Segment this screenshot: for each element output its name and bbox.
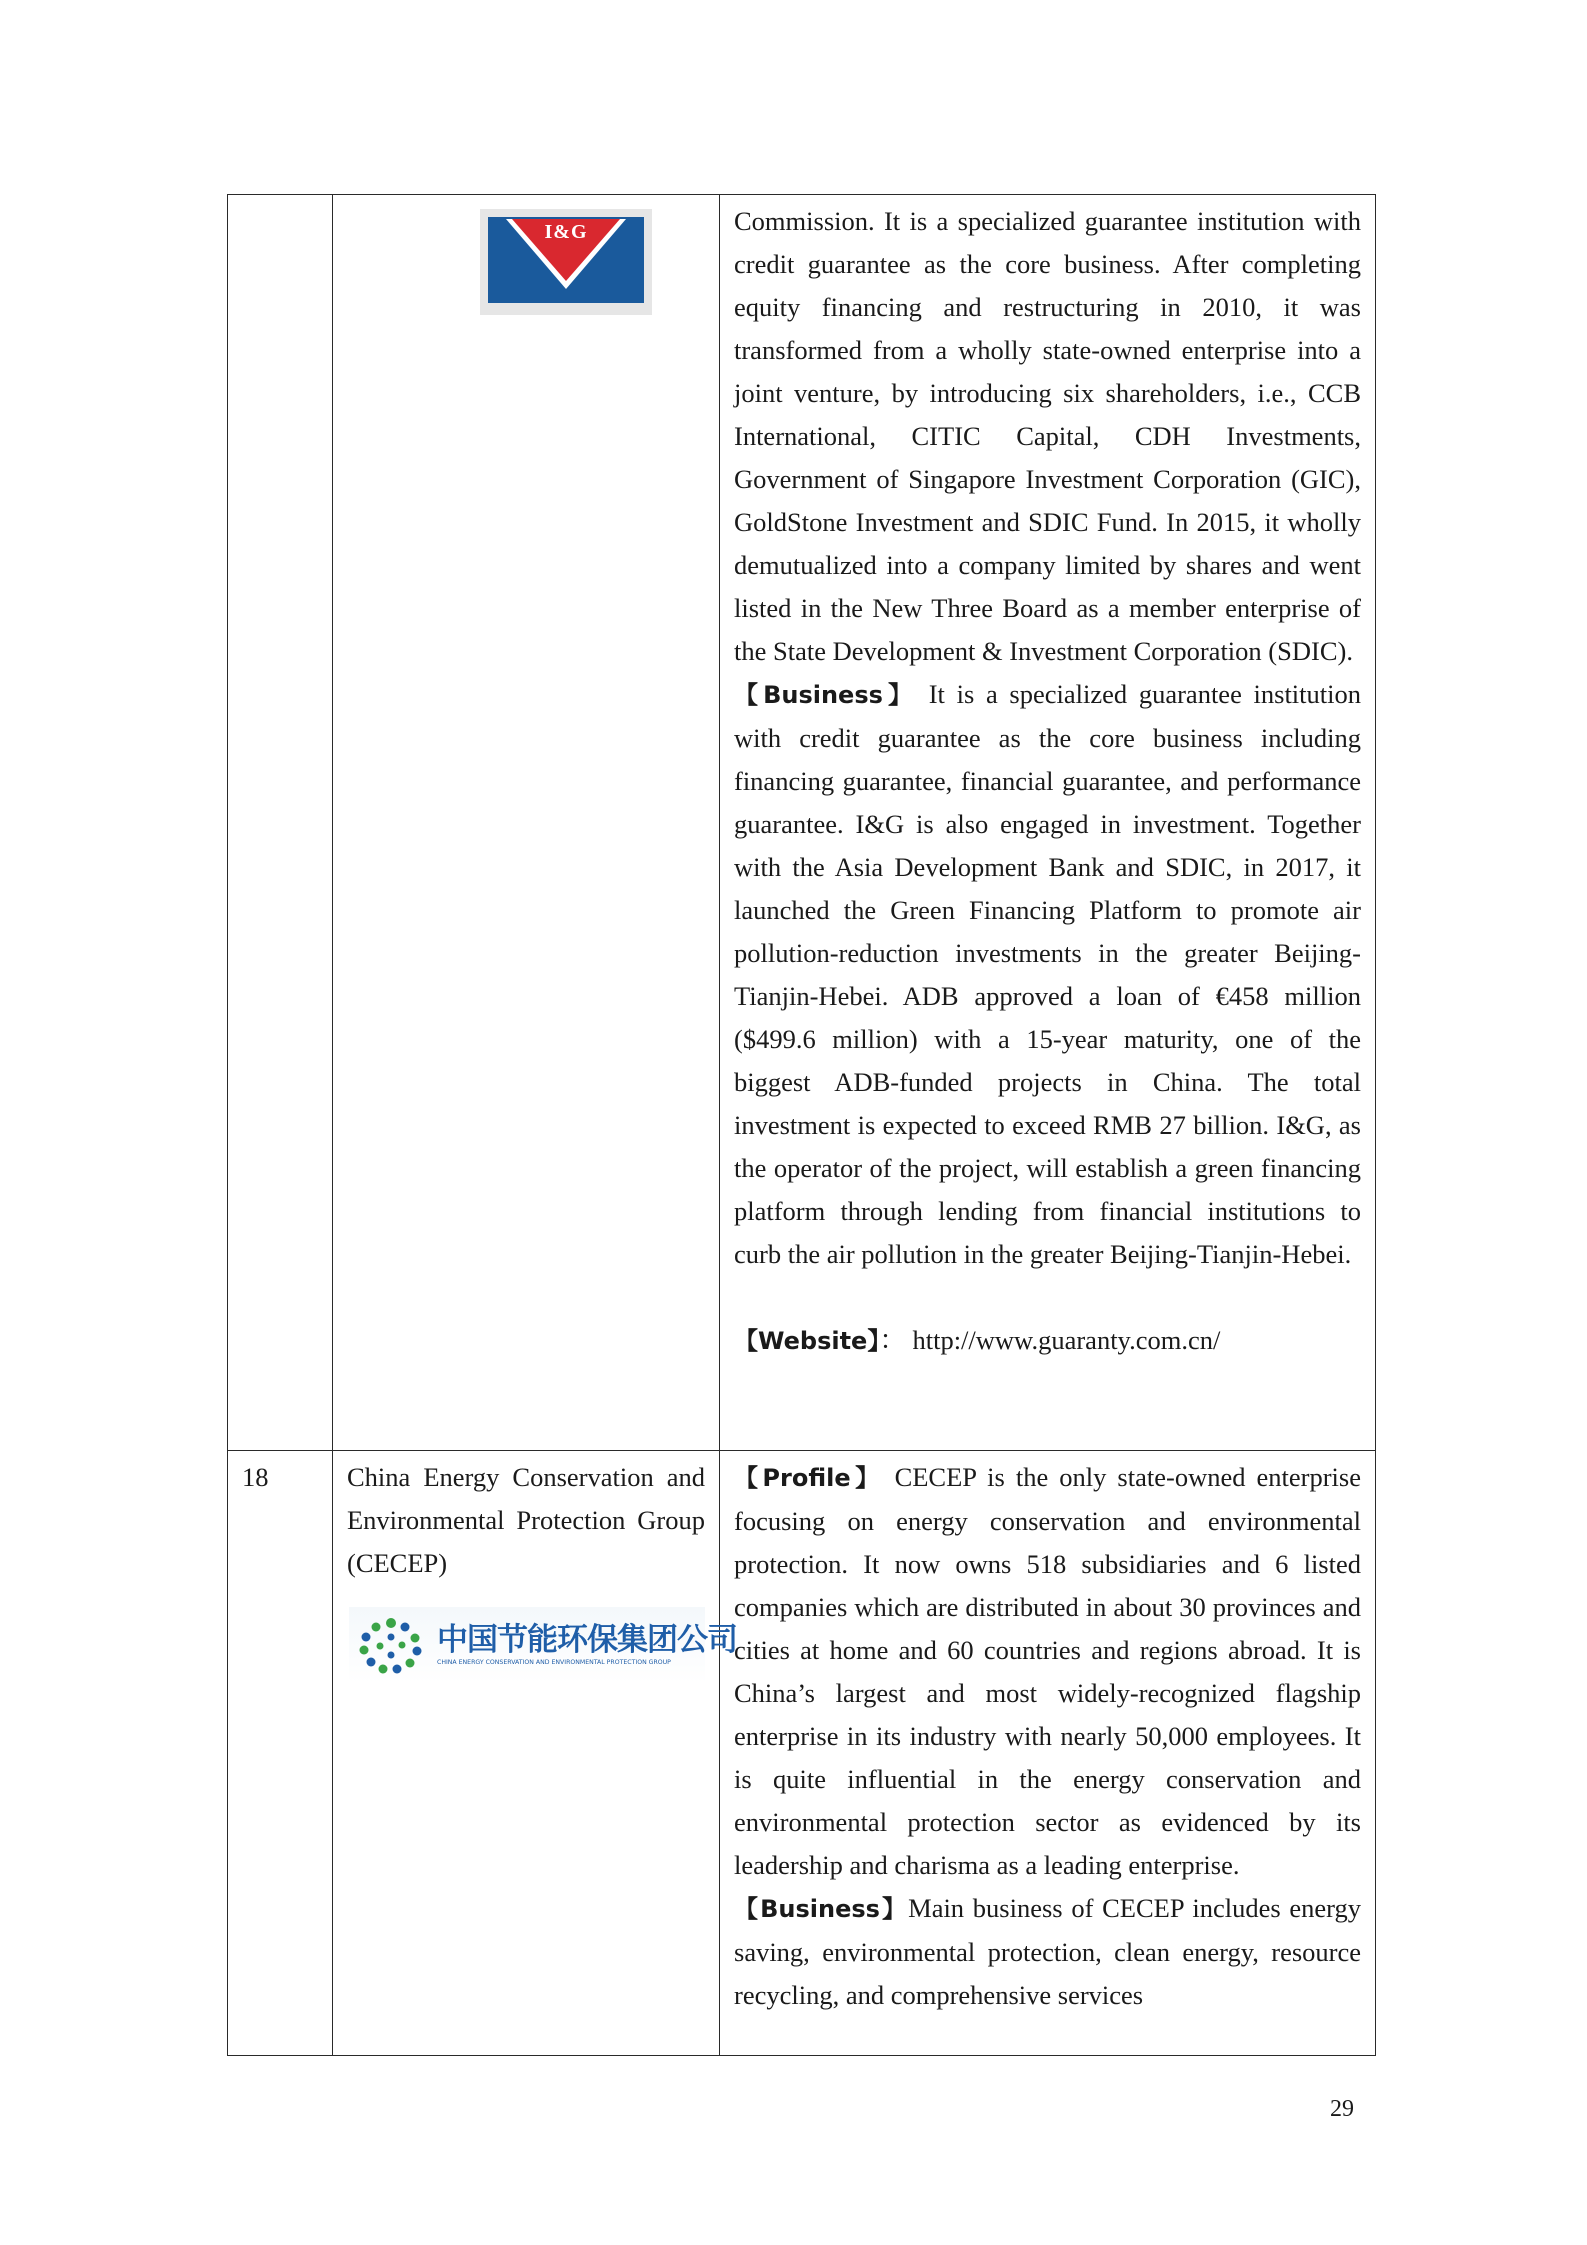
description-cell — [720, 1451, 1376, 2056]
row-number — [228, 195, 332, 200]
description-cell — [720, 195, 1376, 1451]
company-cell — [333, 1451, 737, 2056]
table-row — [228, 1451, 1376, 2056]
row-number: 18 — [242, 1462, 269, 1492]
business-paragraph — [734, 673, 1361, 1276]
website-link[interactable]: http://www.guaranty.com.cn/ — [912, 1325, 1221, 1355]
profile-paragraph — [734, 1456, 1361, 1887]
business-label: 【Business】 — [734, 681, 918, 709]
ig-logo-text: I&G — [544, 221, 588, 243]
company-cell — [333, 195, 720, 1451]
enterprise-table — [227, 194, 1376, 2056]
profile-text: CECEP is the only state-owned enterprise focusing on energy conservation and environmental protection. It now owns 518 subsidiaries and 6 listed companies which are distributed in about 30 provinces and cities at home and 60 countries and regions abroad. It is China’s largest and most widely-recognized flagship enterprise in its industry with nearly 50,000 employees. It is quite influential in the energy conservation and environmental protection sector as evidenced by its leadership and charisma as a leading enterprise. — [734, 1462, 1361, 1880]
cecep-dots-icon — [355, 1615, 427, 1675]
business-paragraph — [734, 1887, 1361, 2017]
business-label: 【Business】 — [734, 1895, 909, 1923]
profile-label: 【Profile】 — [734, 1464, 884, 1492]
business-text: Main business of CECEP includes energy saving, environmental protection, clean energy, resource recycling, and comprehensive services — [734, 1893, 1361, 2010]
business-text: It is a specialized guarantee institution with credit guarantee as the core business including financing guarantee, financial guarantee, and performance guarantee. I&G is also engaged in investment. Together with the Asia Development Bank and SDIC, in 2017, it launched the Green Financing Platform to promote air pollution-reduction investments in the greater Beijing-Tianjin-Hebei. ADB approved a loan of €458 million ($499.6 million) with a 15-year maturity, one of the biggest ADB-funded projects in China. The total investment is expected to exceed RMB 27 billion. I&G, as the operator of the project, will establish a green financing platform through lending from financial institutions to curb the air pollution in the greater Beijing-Tianjin-Hebei. — [734, 679, 1362, 1269]
cecep-logo-text — [437, 1622, 737, 1668]
ig-logo — [480, 209, 652, 315]
cecep-logo-chinese: 中国节能环保集团公司 — [437, 1622, 737, 1658]
description — [720, 195, 1375, 1363]
page-number: 29 — [1330, 2096, 1354, 2122]
company-name: China Energy Conservation and Environmental Protection Group (CECEP) — [347, 1462, 705, 1578]
website-label: 【Website】 — [734, 1327, 880, 1355]
row-number-cell — [228, 1451, 333, 2056]
table-row — [228, 195, 1376, 1451]
website-paragraph — [734, 1319, 1361, 1363]
row-number-cell — [228, 195, 333, 1451]
profile-continued-text: Commission. It is a specialized guarantee institution with credit guarantee as the core business. After completing equity financing and restructuring in 2010, it was transformed from a wholly state-owned enterprise into a joint venture, by introducing six shareholders, i.e., CCB International, CITIC Capital, CDH Investments, Government of Singapore Investment Corporation (GIC), GoldStone Investment and SDIC Fund. In 2015, it wholly demutualized into a company limited by shares and went listed in the New Three Board as a member enterprise of the State Development & Investment Corporation (SDIC). — [734, 206, 1361, 666]
cecep-logo — [349, 1607, 737, 1683]
cecep-logo-english: CHINA ENERGY CONSERVATION AND ENVIRONMENTAL PROTECTION GROUP — [437, 1659, 671, 1666]
description — [720, 1451, 1375, 2017]
website-separator: ： — [879, 1325, 906, 1355]
